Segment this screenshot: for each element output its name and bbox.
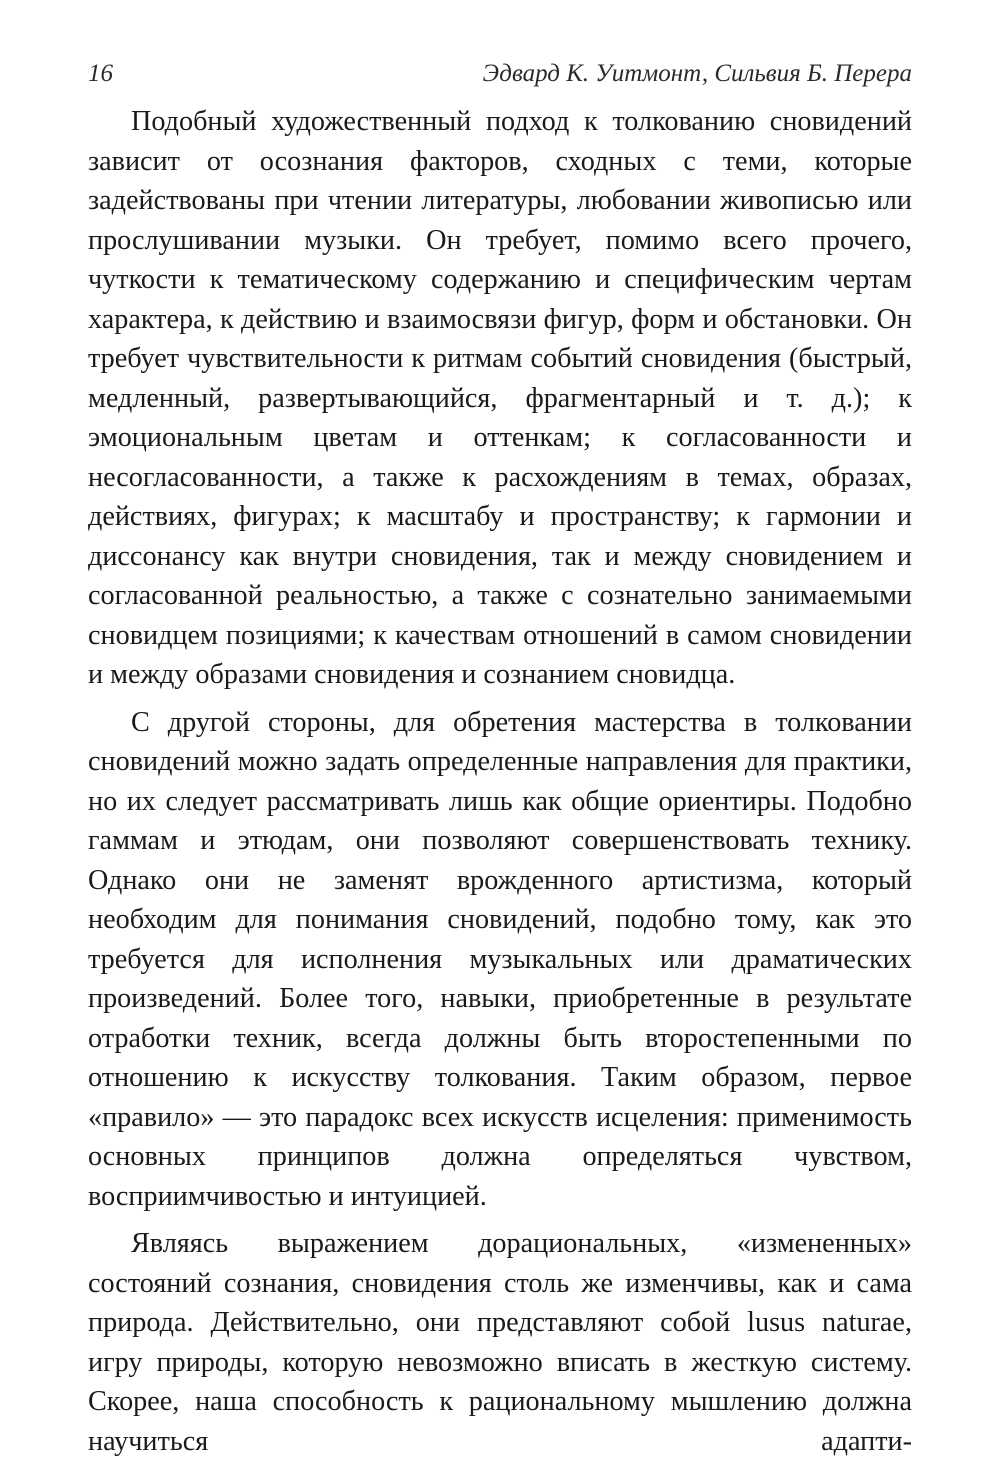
- paragraph-1: Подобный художественный подход к толкованию сновидений зависит от осознания факторов, сходных с теми, которые задействованы при чтении литературы, любовании живописью или прослушивании музыки. Он требует, помимо всего прочего, чуткости к тематическому содержанию и специфическим чертам характера, к действию и взаимосвязи фигур, форм и обстановки. Он требует чувствительности к ритмам событий сновидения (быстрый, медленный, развертывающийся, фрагментарный и т. д.); к эмоциональным цветам и оттенкам; к согласованности и несогласованности, а также к расхождениям в темах, образах, действиях, фигурах; к масштабу и пространству; к гармонии и диссонансу как внутри сновидения, так и между сновидением и согласованной реальностью, а также с сознательно занимаемыми сновидцем позициями; к качествам отношений в самом сновидении и между образами сновидения и сознанием сновидца.: [88, 106, 912, 690]
- header-authors: Эдвард К. Уитмонт, Сильвия Б. Перера: [482, 60, 912, 87]
- page-number: 16: [88, 60, 113, 87]
- paragraph-3: Являясь выражением дорациональных, «измененных» состояний сознания, сновидения столь же изменчивы, как и сама природа. Действительно, они представляют собой lusus naturae, игру природы, которую невозможно вписать в жесткую систему. Скорее, наша способность к рациональному мышлению должна научиться адапти-: [88, 1228, 912, 1457]
- body-text: [88, 102, 912, 1461]
- running-head: [88, 56, 912, 92]
- paragraph-2: С другой стороны, для обретения мастерства в толковании сновидений можно задать определенные направления для практики, но их следует рассматривать лишь как общие ориентиры. Подобно гаммам и этюдам, они позволяют совершенствовать технику. Однако они не заменят врожденного артистизма, который необходим для понимания сновидений, подобно тому, как это требуется для исполнения музыкальных или драматических произведений. Более того, навыки, приобретенные в результате отработки техник, всегда должны быть второстепенными по отношению к искусству толкования. Таким образом, первое «правило» — это парадокс всех искусств исцеления: применимость основных принципов должна определяться чувством, восприимчивостью и интуицией.: [88, 706, 912, 1212]
